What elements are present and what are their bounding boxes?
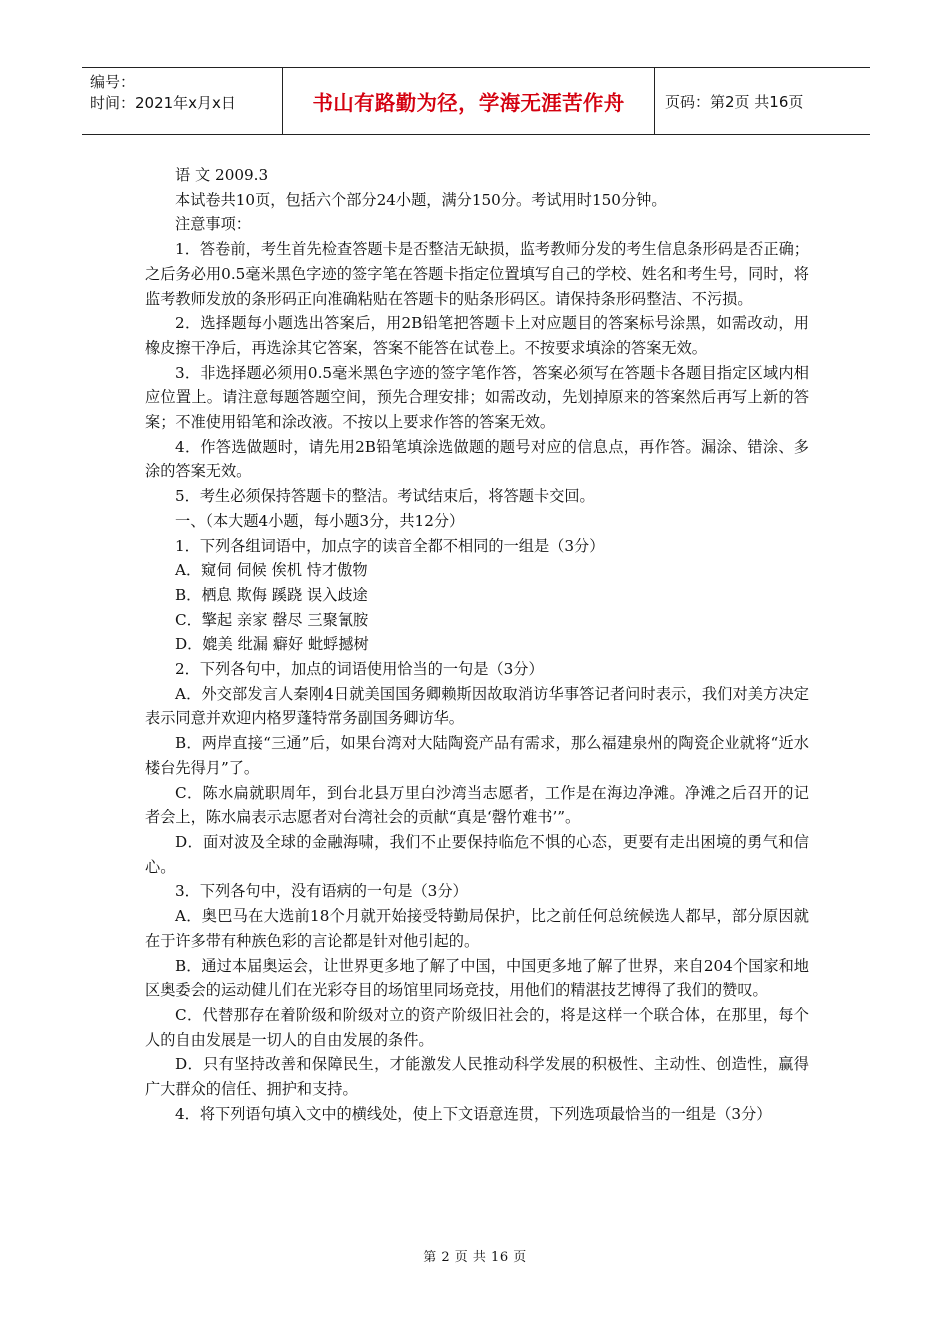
question-stem: 1．下列各组词语中，加点字的读音全都不相同的一组是（3分） bbox=[175, 536, 605, 555]
page-footer: 第 2 页 共 16 页 bbox=[423, 1250, 527, 1265]
answer-option: B．栖息 欺侮 蹊跷 误入歧途 bbox=[175, 585, 368, 604]
doc-date-label: 时间：2021年x月x日 bbox=[90, 94, 236, 112]
section-heading: 一、（本大题4小题，每小题3分，共12分） bbox=[175, 511, 465, 530]
answer-option: A．外交部发言人秦刚4日就美国国务卿赖斯因故取消访华事答记者问时表示，我们对美方决定表示同意并欢迎内格罗蓬特常务副国务卿访华。 bbox=[145, 684, 809, 728]
header-motto-cell bbox=[283, 68, 655, 134]
notice-heading: 注意事项： bbox=[175, 215, 251, 234]
notice-item: 4．作答选做题时，请先用2B铅笔填涂选做题的题号对应的信息点，再作答。漏涂、错涂、多涂的答案无效。 bbox=[145, 437, 809, 481]
notice-item: 1．答卷前，考生首先检查答题卡是否整洁无缺损，监考教师分发的考生信息条形码是否正确；之后务必用0.5毫米黑色字迹的签字笔在答题卡指定位置填写自己的学校、姓名和考生号，同时，将监考教师发放的条形码正向准确粘贴在答题卡的贴条形码区。请保持条形码整洁、不污损。 bbox=[145, 240, 809, 308]
answer-option: D．媲美 纰漏 癖好 蚍蜉撼树 bbox=[175, 635, 369, 654]
question-stem: 2．下列各句中，加点的词语使用恰当的一句是（3分） bbox=[175, 660, 544, 679]
header-motto: 书山有路勤为径，学海无涯苦作舟 bbox=[312, 91, 625, 115]
answer-option: D．只有坚持改善和保障民生，才能激发人民推动科学发展的积极性、主动性、创造性，赢得广大群众的信任、拥护和支持。 bbox=[145, 1055, 809, 1099]
subject-line: 语 文 2009.3 bbox=[175, 166, 269, 184]
answer-option: B．通过本届奥运会，让世界更多地了解了中国，中国更多地了解了世界，来自204个国家和地区奥委会的运动健儿们在光彩夺目的场馆里同场竞技，用他们的精湛技艺博得了我们的赞叹。 bbox=[145, 956, 809, 1000]
answer-option: B．两岸直接“三通”后，如果台湾对大陆陶瓷产品有需求，那么福建泉州的陶瓷企业就将“近水楼台先得月”了。 bbox=[145, 734, 809, 777]
answer-option: C．陈水扁就职周年，到台北县万里白沙湾当志愿者，工作是在海边净滩。净滩之后召开的记者会上，陈水扁表示志愿者对台湾社会的贡献“真是‘罄竹难书’”。 bbox=[145, 783, 809, 827]
answer-option: A．奥巴马在大选前18个月就开始接受特勤局保护，比之前任何总统候选人都早，部分原因就在于许多带有种族色彩的言论都是针对他引起的。 bbox=[145, 907, 809, 950]
doc-number-label: 编号： bbox=[90, 73, 136, 91]
header-page-label: 页码：第2页 共16页 bbox=[665, 92, 804, 111]
notice-item: 5．考生必须保持答题卡的整洁。考试结束后，将答题卡交回。 bbox=[175, 487, 595, 506]
header-page-cell bbox=[655, 68, 870, 134]
answer-option: A．窥伺 伺候 俟机 恃才傲物 bbox=[175, 561, 368, 580]
answer-option: C．擎起 亲家 罄尽 三聚氰胺 bbox=[175, 610, 369, 629]
question-stem: 4．将下列语句填入文中的横线处，使上下文语意连贯，下列选项最恰当的一组是（3分） bbox=[175, 1104, 772, 1123]
answer-option: C．代替那存在着阶级和阶级对立的资产阶级旧社会的，将是这样一个联合体，在那里，每个人的自由发展是一切人的自由发展的条件。 bbox=[145, 1005, 809, 1049]
answer-option: D．面对波及全球的金融海啸，我们不止要保持临危不惧的心态，更要有走出困境的勇气和信心。 bbox=[145, 832, 809, 876]
page-header bbox=[82, 67, 870, 135]
document-body bbox=[145, 163, 809, 1126]
header-info-cell bbox=[82, 68, 283, 134]
notice-item: 3．非选择题必须用0.5毫米黑色字迹的签字笔作答，答案必须写在答题卡各题目指定区域内相应位置上。请注意每题答题空间，预先合理安排；如需改动，先划掉原来的答案然后再写上新的答案；不准使用铅笔和涂改液。不按以上要求作答的答案无效。 bbox=[145, 363, 809, 432]
question-stem: 3．下列各句中，没有语病的一句是（3分） bbox=[175, 882, 468, 901]
exam-info: 本试卷共10页，包括六个部分24小题，满分150分。考试用时150分钟。 bbox=[175, 190, 667, 209]
notice-item: 2．选择题每小题选出答案后，用2B铅笔把答题卡上对应题目的答案标号涂黑，如需改动，用橡皮擦干净后，再选涂其它答案，答案不能答在试卷上。不按要求填涂的答案无效。 bbox=[145, 314, 809, 357]
